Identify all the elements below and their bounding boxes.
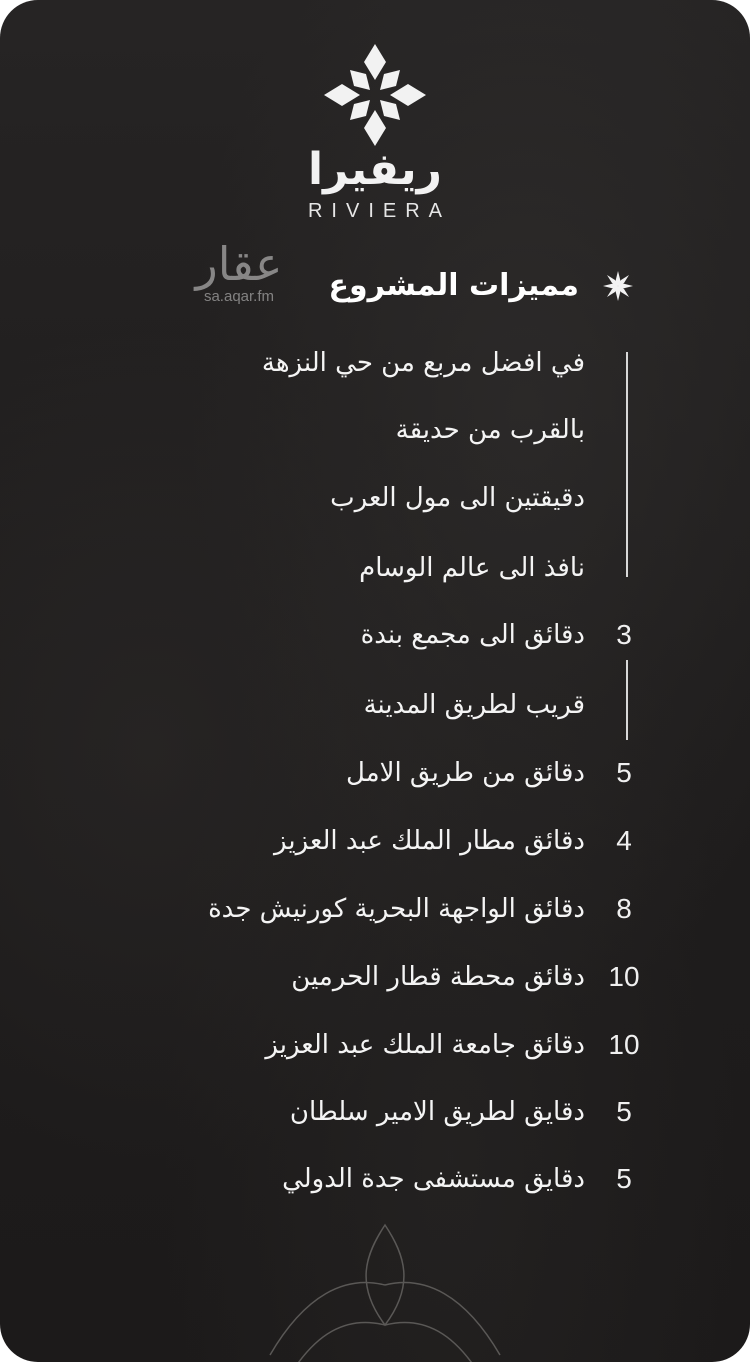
feature-text: بالقرب من حديقة — [395, 415, 585, 445]
feature-minutes: 4 — [616, 825, 632, 856]
sparkle-star-icon — [601, 269, 635, 303]
section-title: مميزات المشروع — [328, 268, 579, 303]
list-item — [0, 1149, 750, 1209]
feature-minutes: 5 — [616, 757, 632, 788]
feature-text: دقائق الواجهة البحرية كورنيش جدة — [208, 894, 585, 924]
feature-text: دقائق من طريق الامل — [346, 758, 585, 788]
feature-minutes: 10 — [608, 961, 640, 992]
feature-text: في افضل مربع من حي النزهة — [261, 348, 585, 378]
list-item — [0, 947, 750, 1007]
feature-text: دقائق جامعة الملك عبد العزيز — [265, 1030, 585, 1060]
list-item — [0, 879, 750, 939]
list-item — [0, 468, 750, 528]
list-item — [0, 538, 750, 598]
list-item — [0, 400, 750, 460]
feature-text: دقايق لطريق الامير سلطان — [289, 1097, 585, 1127]
feature-minutes: 3 — [616, 619, 632, 650]
watermark-text: عقار — [195, 237, 283, 291]
diamond-emblem-icon — [320, 40, 430, 150]
list-item — [0, 1015, 750, 1075]
list-item — [0, 811, 750, 871]
feature-minutes: 10 — [608, 1029, 640, 1060]
list-item — [0, 333, 750, 393]
brand-name-arabic: ريفيرا — [308, 144, 442, 195]
feature-text: دقائق مطار الملك عبد العزيز — [274, 826, 585, 856]
feature-text: دقائق الى مجمع بندة — [360, 620, 585, 650]
feature-text: نافذ الى عالم الوسام — [359, 553, 585, 583]
feature-text: دقايق مستشفى جدة الدولي — [282, 1164, 585, 1194]
list-item — [0, 675, 750, 735]
list-item — [0, 1082, 750, 1142]
list-item — [0, 743, 750, 803]
list-item — [0, 605, 750, 665]
feature-text: قريب لطريق المدينة — [363, 690, 585, 720]
feature-text: دقائق محطة قطار الحرمين — [291, 962, 585, 992]
aqar-watermark — [174, 238, 304, 305]
feature-minutes: 8 — [616, 893, 632, 924]
feature-text: دقيقتين الى مول العرب — [330, 483, 585, 513]
watermark-url: sa.aqar.fm — [203, 288, 275, 305]
feature-minutes: 5 — [616, 1163, 632, 1194]
feature-minutes: 5 — [616, 1096, 632, 1127]
decorative-ornament-icon — [250, 1215, 520, 1362]
section-header — [329, 268, 635, 303]
brand-name-english: RIVIERA — [307, 200, 452, 222]
brand-logo — [0, 40, 750, 223]
